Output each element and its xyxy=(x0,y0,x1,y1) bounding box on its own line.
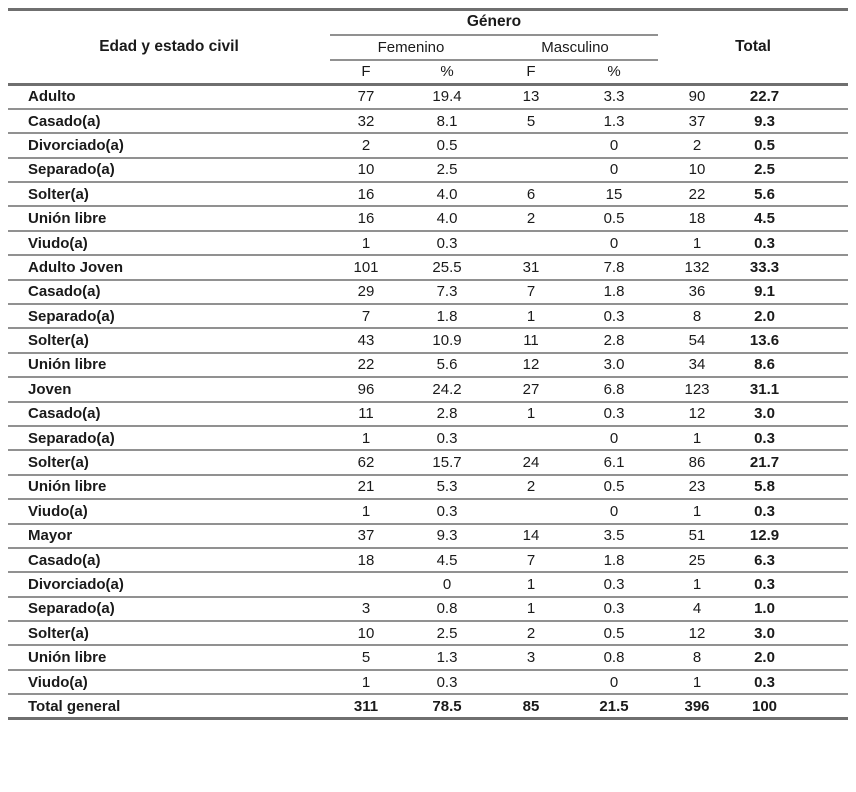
cell-femenino-pct: 0.3 xyxy=(402,670,492,694)
cell-masculino-f: 7 xyxy=(492,280,570,304)
cell-femenino-pct: 10.9 xyxy=(402,328,492,352)
cell-femenino-f: 18 xyxy=(330,548,402,572)
cell-total-f: 8 xyxy=(658,645,736,669)
table-row xyxy=(8,694,848,718)
cell-femenino-f: 1 xyxy=(330,426,402,450)
cell-masculino-f: 11 xyxy=(492,328,570,352)
cell-femenino-f: 62 xyxy=(330,450,402,474)
table-row xyxy=(8,621,848,645)
cell-femenino-pct: 9.3 xyxy=(402,524,492,548)
cell-masculino-f: 1 xyxy=(492,402,570,426)
row-label: Total general xyxy=(8,694,330,718)
cell-total-pct: 3.0 xyxy=(736,621,848,645)
table-row xyxy=(8,572,848,596)
cell-masculino-pct: 0 xyxy=(570,133,658,157)
cell-masculino-pct: 21.5 xyxy=(570,694,658,718)
cell-total-f: 8 xyxy=(658,304,736,328)
cell-masculino-f: 27 xyxy=(492,377,570,401)
cell-femenino-f: 37 xyxy=(330,524,402,548)
row-label: Solter(a) xyxy=(8,450,330,474)
cell-femenino-pct: 2.5 xyxy=(402,158,492,182)
cell-masculino-pct: 0 xyxy=(570,670,658,694)
cell-masculino-pct: 0 xyxy=(570,158,658,182)
cell-masculino-pct: 6.1 xyxy=(570,450,658,474)
cell-total-f: 54 xyxy=(658,328,736,352)
cell-total-pct: 31.1 xyxy=(736,377,848,401)
cell-masculino-pct: 3.0 xyxy=(570,353,658,377)
cell-femenino-pct: 0.3 xyxy=(402,231,492,255)
cell-total-pct: 9.1 xyxy=(736,280,848,304)
cell-total-f: 18 xyxy=(658,206,736,230)
table-row xyxy=(8,353,848,377)
cell-masculino-f: 5 xyxy=(492,109,570,133)
cell-femenino-pct: 25.5 xyxy=(402,255,492,279)
row-label: Mayor xyxy=(8,524,330,548)
table-row xyxy=(8,597,848,621)
cell-masculino-pct: 0.5 xyxy=(570,621,658,645)
cell-total-f: 12 xyxy=(658,402,736,426)
cell-masculino-f: 2 xyxy=(492,206,570,230)
cell-total-f: 396 xyxy=(658,694,736,718)
cell-total-pct: 22.7 xyxy=(736,85,848,109)
cell-total-pct: 5.8 xyxy=(736,475,848,499)
cell-femenino-f: 11 xyxy=(330,402,402,426)
cell-masculino-f: 1 xyxy=(492,572,570,596)
cell-masculino-f: 1 xyxy=(492,304,570,328)
row-label: Solter(a) xyxy=(8,328,330,352)
table-row xyxy=(8,206,848,230)
cell-masculino-pct: 0 xyxy=(570,499,658,523)
cell-masculino-pct: 0.8 xyxy=(570,645,658,669)
table-row xyxy=(8,670,848,694)
table-header xyxy=(8,10,848,85)
cell-femenino-f: 1 xyxy=(330,499,402,523)
table-row xyxy=(8,158,848,182)
cell-total-f: 4 xyxy=(658,597,736,621)
table-row xyxy=(8,402,848,426)
cell-femenino-pct: 4.5 xyxy=(402,548,492,572)
cell-femenino-f: 7 xyxy=(330,304,402,328)
cell-femenino-f: 32 xyxy=(330,109,402,133)
row-label: Divorciado(a) xyxy=(8,572,330,596)
cell-masculino-pct: 0.5 xyxy=(570,475,658,499)
cell-femenino-pct: 7.3 xyxy=(402,280,492,304)
row-label: Viudo(a) xyxy=(8,231,330,255)
cell-femenino-f: 311 xyxy=(330,694,402,718)
row-label: Separado(a) xyxy=(8,597,330,621)
cell-total-pct: 21.7 xyxy=(736,450,848,474)
cell-total-f: 12 xyxy=(658,621,736,645)
cell-total-f: 2 xyxy=(658,133,736,157)
row-label: Viudo(a) xyxy=(8,670,330,694)
cell-femenino-f: 2 xyxy=(330,133,402,157)
cell-femenino-pct: 1.8 xyxy=(402,304,492,328)
cell-total-f: 1 xyxy=(658,572,736,596)
cell-femenino-pct: 2.8 xyxy=(402,402,492,426)
row-label: Divorciado(a) xyxy=(8,133,330,157)
cell-total-f: 36 xyxy=(658,280,736,304)
cell-femenino-f: 21 xyxy=(330,475,402,499)
cell-total-f: 25 xyxy=(658,548,736,572)
cell-masculino-f xyxy=(492,133,570,157)
cell-masculino-f: 1 xyxy=(492,597,570,621)
cell-total-pct: 3.0 xyxy=(736,402,848,426)
cell-femenino-pct: 19.4 xyxy=(402,85,492,109)
column-header-masculino: Masculino xyxy=(492,35,658,60)
cell-total-pct: 6.3 xyxy=(736,548,848,572)
cell-femenino-f: 22 xyxy=(330,353,402,377)
table-row xyxy=(8,133,848,157)
cell-total-pct: 0.3 xyxy=(736,426,848,450)
cell-total-f: 34 xyxy=(658,353,736,377)
cell-total-pct: 100 xyxy=(736,694,848,718)
cell-masculino-f: 7 xyxy=(492,548,570,572)
cell-total-pct: 12.9 xyxy=(736,524,848,548)
cell-femenino-pct: 0.8 xyxy=(402,597,492,621)
cell-femenino-f: 96 xyxy=(330,377,402,401)
table-row xyxy=(8,475,848,499)
cell-masculino-f xyxy=(492,670,570,694)
cell-masculino-f: 6 xyxy=(492,182,570,206)
table-row xyxy=(8,645,848,669)
row-label: Unión libre xyxy=(8,206,330,230)
column-header-total: Total xyxy=(658,10,848,85)
cell-total-pct: 5.6 xyxy=(736,182,848,206)
cell-total-pct: 0.3 xyxy=(736,231,848,255)
row-label: Adulto Joven xyxy=(8,255,330,279)
cell-masculino-pct: 15 xyxy=(570,182,658,206)
cell-femenino-pct: 0.5 xyxy=(402,133,492,157)
cell-femenino-pct: 5.6 xyxy=(402,353,492,377)
cell-masculino-f xyxy=(492,499,570,523)
cell-femenino-f: 3 xyxy=(330,597,402,621)
column-header-pct-femenino: % xyxy=(402,60,492,85)
cell-masculino-pct: 0.5 xyxy=(570,206,658,230)
cell-total-pct: 9.3 xyxy=(736,109,848,133)
cell-femenino-f: 43 xyxy=(330,328,402,352)
cell-total-pct: 0.5 xyxy=(736,133,848,157)
row-label: Separado(a) xyxy=(8,158,330,182)
cell-total-pct: 8.6 xyxy=(736,353,848,377)
cell-femenino-pct: 5.3 xyxy=(402,475,492,499)
row-label: Separado(a) xyxy=(8,304,330,328)
table-row xyxy=(8,328,848,352)
row-label: Solter(a) xyxy=(8,621,330,645)
row-label: Adulto xyxy=(8,85,330,109)
cell-masculino-f: 12 xyxy=(492,353,570,377)
cell-femenino-f: 16 xyxy=(330,182,402,206)
row-label: Casado(a) xyxy=(8,109,330,133)
cell-femenino-f: 29 xyxy=(330,280,402,304)
cell-masculino-pct: 2.8 xyxy=(570,328,658,352)
cell-total-pct: 33.3 xyxy=(736,255,848,279)
cell-total-pct: 1.0 xyxy=(736,597,848,621)
cell-total-f: 123 xyxy=(658,377,736,401)
cell-femenino-f: 1 xyxy=(330,670,402,694)
column-header-f-femenino: F xyxy=(330,60,402,85)
cell-femenino-pct: 4.0 xyxy=(402,182,492,206)
column-header-femenino: Femenino xyxy=(330,35,492,60)
cell-masculino-pct: 7.8 xyxy=(570,255,658,279)
cell-masculino-f xyxy=(492,426,570,450)
table-row xyxy=(8,182,848,206)
cell-masculino-pct: 0.3 xyxy=(570,304,658,328)
cell-total-pct: 2.5 xyxy=(736,158,848,182)
cell-femenino-f: 10 xyxy=(330,621,402,645)
cell-masculino-f: 3 xyxy=(492,645,570,669)
row-label: Casado(a) xyxy=(8,548,330,572)
row-label: Casado(a) xyxy=(8,280,330,304)
cell-masculino-pct: 1.3 xyxy=(570,109,658,133)
cell-total-f: 1 xyxy=(658,426,736,450)
cell-total-pct: 13.6 xyxy=(736,328,848,352)
row-label: Solter(a) xyxy=(8,182,330,206)
cell-masculino-pct: 1.8 xyxy=(570,280,658,304)
cell-femenino-pct: 8.1 xyxy=(402,109,492,133)
table-row xyxy=(8,377,848,401)
cell-femenino-f: 1 xyxy=(330,231,402,255)
table-row xyxy=(8,280,848,304)
cell-femenino-pct: 0.3 xyxy=(402,426,492,450)
cell-femenino-f: 10 xyxy=(330,158,402,182)
table-row xyxy=(8,426,848,450)
cell-total-f: 51 xyxy=(658,524,736,548)
cell-total-f: 132 xyxy=(658,255,736,279)
cell-femenino-pct: 0 xyxy=(402,572,492,596)
statistics-table xyxy=(8,8,848,720)
cell-total-pct: 0.3 xyxy=(736,499,848,523)
cell-masculino-f: 13 xyxy=(492,85,570,109)
row-label: Viudo(a) xyxy=(8,499,330,523)
table-row xyxy=(8,548,848,572)
cell-femenino-pct: 4.0 xyxy=(402,206,492,230)
cell-masculino-pct: 0.3 xyxy=(570,572,658,596)
cell-femenino-pct: 2.5 xyxy=(402,621,492,645)
cell-masculino-f: 24 xyxy=(492,450,570,474)
cell-femenino-pct: 15.7 xyxy=(402,450,492,474)
cell-total-f: 37 xyxy=(658,109,736,133)
table-row xyxy=(8,499,848,523)
row-label: Joven xyxy=(8,377,330,401)
row-label: Unión libre xyxy=(8,475,330,499)
cell-femenino-f xyxy=(330,572,402,596)
cell-masculino-f xyxy=(492,158,570,182)
row-label: Unión libre xyxy=(8,353,330,377)
table-row xyxy=(8,255,848,279)
cell-total-f: 1 xyxy=(658,499,736,523)
cell-femenino-pct: 24.2 xyxy=(402,377,492,401)
row-label: Unión libre xyxy=(8,645,330,669)
column-header-genero: Género xyxy=(330,10,658,35)
cell-total-f: 10 xyxy=(658,158,736,182)
cell-femenino-f: 16 xyxy=(330,206,402,230)
cell-total-f: 22 xyxy=(658,182,736,206)
table-row xyxy=(8,85,848,109)
row-label: Casado(a) xyxy=(8,402,330,426)
cell-masculino-pct: 6.8 xyxy=(570,377,658,401)
cell-masculino-pct: 0 xyxy=(570,231,658,255)
table-body xyxy=(8,85,848,719)
cell-masculino-pct: 0.3 xyxy=(570,402,658,426)
cell-masculino-pct: 0 xyxy=(570,426,658,450)
row-label: Separado(a) xyxy=(8,426,330,450)
cell-total-pct: 2.0 xyxy=(736,304,848,328)
table-row xyxy=(8,450,848,474)
header-row-genero xyxy=(8,10,848,35)
table-row xyxy=(8,109,848,133)
cell-femenino-f: 77 xyxy=(330,85,402,109)
cell-total-f: 86 xyxy=(658,450,736,474)
cell-total-pct: 0.3 xyxy=(736,572,848,596)
cell-masculino-f: 2 xyxy=(492,475,570,499)
cell-total-pct: 0.3 xyxy=(736,670,848,694)
cell-femenino-pct: 78.5 xyxy=(402,694,492,718)
cell-total-f: 23 xyxy=(658,475,736,499)
cell-masculino-f: 85 xyxy=(492,694,570,718)
cell-femenino-f: 5 xyxy=(330,645,402,669)
cell-masculino-pct: 1.8 xyxy=(570,548,658,572)
cell-masculino-pct: 3.5 xyxy=(570,524,658,548)
cell-total-pct: 4.5 xyxy=(736,206,848,230)
cell-masculino-pct: 3.3 xyxy=(570,85,658,109)
cell-total-f: 90 xyxy=(658,85,736,109)
cell-femenino-pct: 0.3 xyxy=(402,499,492,523)
column-header-edad-estado-civil: Edad y estado civil xyxy=(8,10,330,85)
cell-total-f: 1 xyxy=(658,670,736,694)
cell-masculino-f: 31 xyxy=(492,255,570,279)
table-row xyxy=(8,231,848,255)
cell-masculino-f xyxy=(492,231,570,255)
table-row xyxy=(8,524,848,548)
cell-masculino-pct: 0.3 xyxy=(570,597,658,621)
cell-total-pct: 2.0 xyxy=(736,645,848,669)
column-header-pct-masculino: % xyxy=(570,60,658,85)
cell-masculino-f: 14 xyxy=(492,524,570,548)
cell-total-f: 1 xyxy=(658,231,736,255)
cell-femenino-f: 101 xyxy=(330,255,402,279)
cell-masculino-f: 2 xyxy=(492,621,570,645)
table-row xyxy=(8,304,848,328)
column-header-f-masculino: F xyxy=(492,60,570,85)
cell-femenino-pct: 1.3 xyxy=(402,645,492,669)
